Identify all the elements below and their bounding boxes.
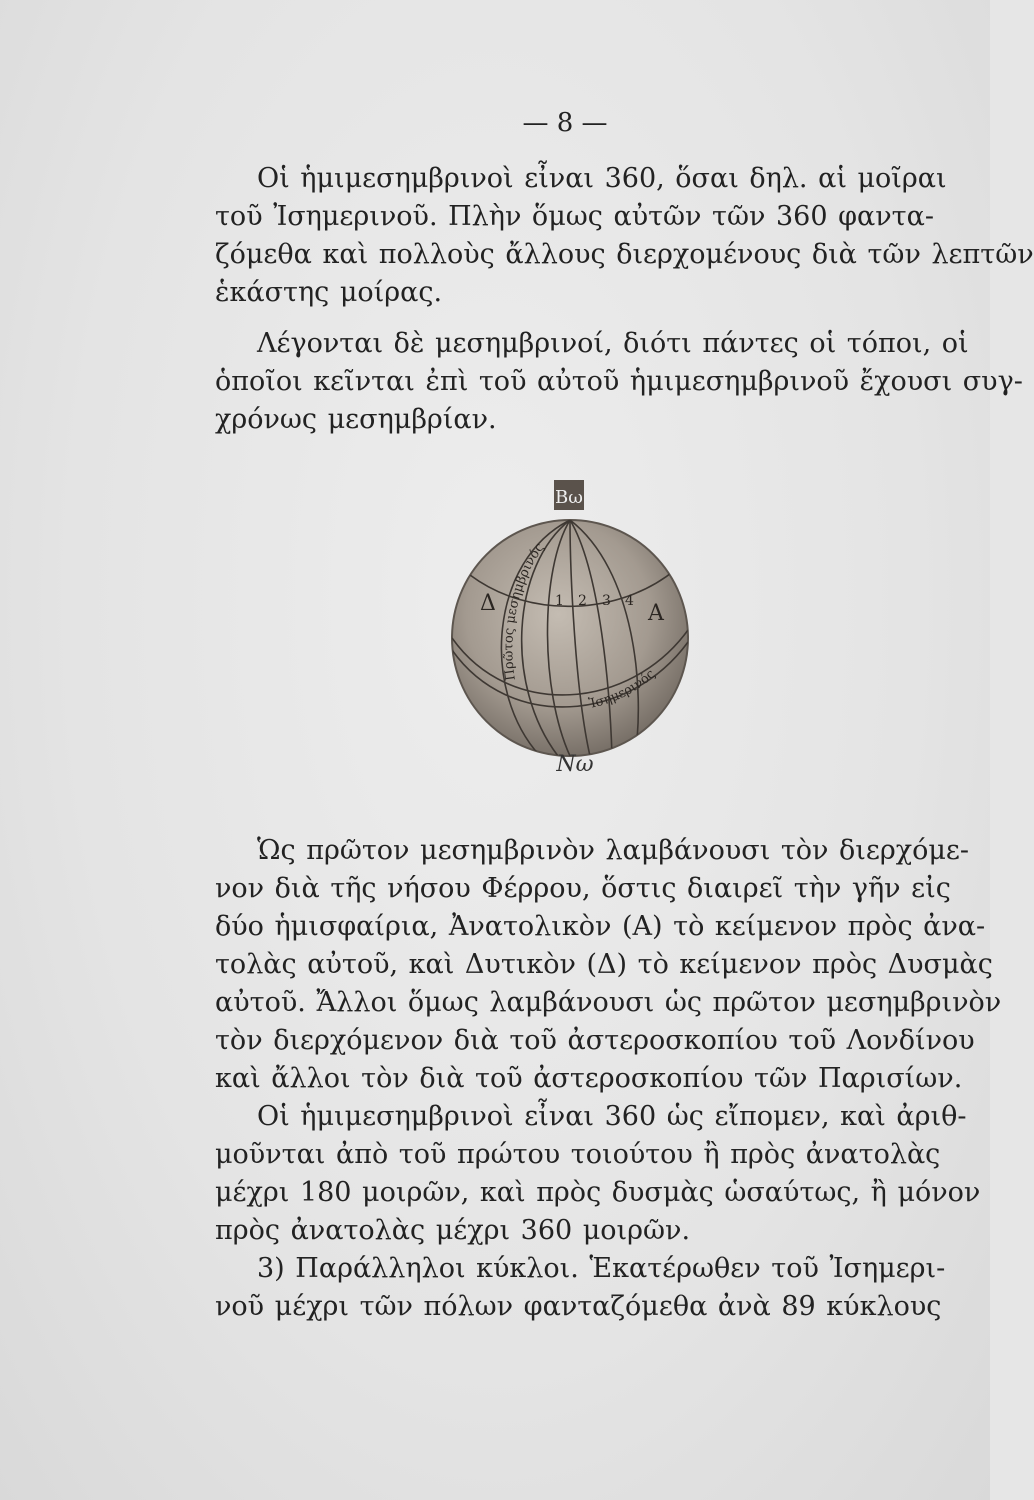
prime-meridian-label: Πρῶτος μεσημβρινός: [501, 540, 548, 682]
equator-label: Ἰσημερινός: [587, 666, 659, 712]
meridian-number: 2: [578, 593, 587, 609]
paragraph-line: χρόνως μεσημβρίαν.: [215, 404, 497, 435]
paragraph-line: τὸν διερχόμενον διὰ τοῦ ἀστεροσκοπίου τοῦ Λονδίνου: [215, 1025, 975, 1056]
paragraph-line: ζόμεθα καὶ πολλοὺς ἄλλους διερχομένους διὰ τῶν λεπτῶν: [215, 239, 1034, 270]
paragraph-line: Λέγονται δὲ μεσημβρινοί, διότι πάντες οἱ τόποι, οἱ: [257, 328, 969, 359]
west-hemisphere-label: Δ: [480, 591, 496, 616]
paragraph-line: ὁποῖοι κεῖνται ἐπὶ τοῦ αὐτοῦ ἡμιμεσημβρινοῦ ἔχουσι συγ-: [215, 366, 1023, 397]
paragraph-line: μοῦνται ἀπὸ τοῦ πρώτου τοιούτου ἢ πρὸς ἀνατολὰς: [215, 1139, 941, 1170]
meridian-number: 3: [602, 593, 611, 609]
paragraph-line: μέχρι 180 μοιρῶν, καὶ πρὸς δυσμὰς ὡσαύτως, ἢ μόνον: [215, 1177, 981, 1208]
text-block-bottom: [215, 832, 1002, 1326]
paragraph-line: πρὸς ἀνατολὰς μέχρι 360 μοιρῶν.: [215, 1215, 691, 1246]
paragraph-line: 3) Παράλληλοι κύκλοι. Ἑκατέρωθεν τοῦ Ἰσημερι-: [257, 1253, 946, 1284]
paragraph-line: νοῦ μέχρι τῶν πόλων φανταζόμεθα ἀνὰ 89 κύκλους: [215, 1291, 942, 1322]
meridian-number: 1: [555, 593, 564, 609]
paragraph-line: τοῦ Ἰσημερινοῦ. Πλὴν ὅμως αὐτῶν τῶν 360 φαντα-: [215, 201, 934, 232]
paragraph-line: Ὡς πρῶτον μεσημβρινὸν λαμβάνουσι τὸν διερχόμε-: [257, 835, 970, 866]
east-hemisphere-label: Α: [648, 601, 664, 626]
north-pole-label: Βω: [555, 487, 583, 508]
page-number: — 8 —: [522, 108, 608, 138]
paragraph-line: νον διὰ τῆς νήσου Φέρρου, ὅστις διαιρεῖ τὴν γῆν εἰς: [215, 873, 951, 904]
paragraph-line: ἑκάστης μοίρας.: [215, 277, 443, 308]
paragraph-line: Οἱ ἡμιμεσημβρινοὶ εἶναι 360 ὡς εἴπομεν, καὶ ἀριθ-: [257, 1101, 967, 1132]
text-block-top: [215, 160, 1034, 312]
paragraph-line: καὶ ἄλλοι τὸν διὰ τοῦ ἀστεροσκοπίου τῶν Παρισίων.: [215, 1063, 963, 1094]
paragraph-line: αὐτοῦ. Ἄλλοι ὅμως λαμβάνουσι ὡς πρῶτον μεσημβρινὸν: [215, 987, 1002, 1018]
paragraph-line: δύο ἡμισφαίρια, Ἀνατολικὸν (Α) τὸ κείμενον πρὸς ἀνα-: [215, 911, 986, 942]
globe-illustration: [420, 470, 720, 760]
paragraph-line: Οἱ ἡμιμεσημβρινοὶ εἶναι 360, ὅσαι δηλ. αἱ μοῖραι: [257, 163, 947, 194]
text-block-second: [215, 325, 1023, 439]
paragraph-line: τολὰς αὐτοῦ, καὶ Δυτικὸν (Δ) τὸ κείμενον πρὸς Δυσμὰς: [215, 949, 993, 980]
figure-caption: Νω: [556, 752, 594, 777]
meridian-number: 4: [625, 593, 634, 609]
